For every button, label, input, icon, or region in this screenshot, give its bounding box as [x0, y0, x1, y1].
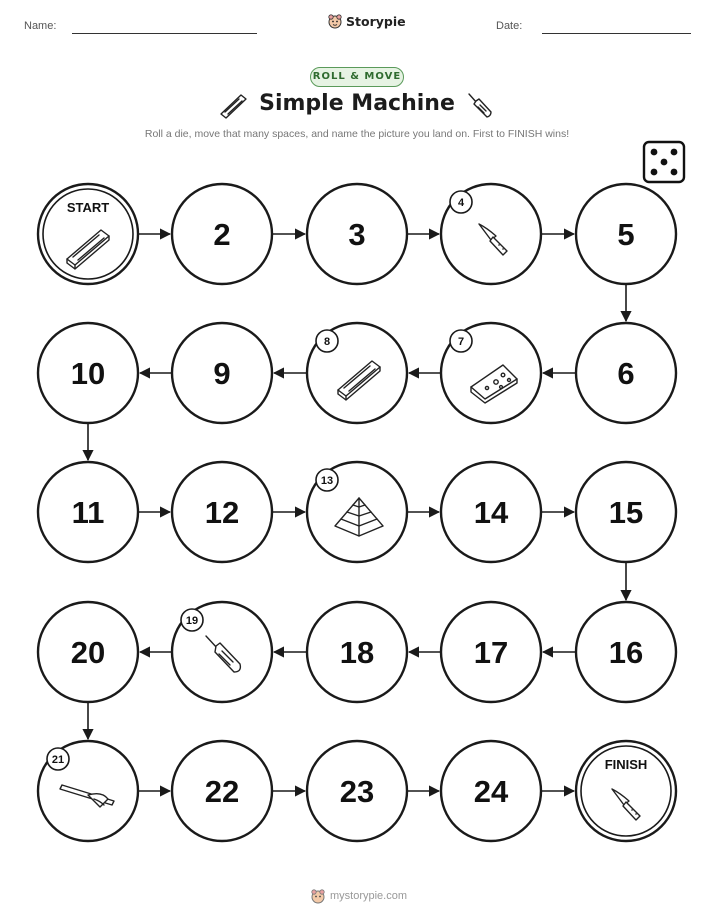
- instructions: Roll a die, move that many spaces, and name the picture you land on. First to FINISH wins!: [144, 128, 570, 140]
- board-space-5: [576, 184, 676, 284]
- board-space-20: [38, 602, 138, 702]
- space-number: 10: [70, 356, 106, 391]
- finish-label: FINISH: [604, 757, 648, 772]
- board-space-17: [441, 602, 541, 702]
- board-space-9: [172, 323, 272, 423]
- brand-name: Storypie: [346, 13, 406, 29]
- name-label: Name:: [24, 20, 57, 32]
- board-space-7: [441, 323, 541, 423]
- game-type-badge: ROLL & MOVE: [310, 67, 404, 87]
- space-number: 21: [51, 754, 65, 766]
- board-space-18: [307, 602, 407, 702]
- board-space-22: [172, 741, 272, 841]
- space-number: 22: [204, 774, 240, 809]
- space-number: 12: [204, 495, 240, 530]
- space-number: 11: [71, 495, 105, 530]
- board-space-19: [172, 602, 272, 702]
- board-space-24: [441, 741, 541, 841]
- space-number: 3: [348, 217, 366, 252]
- board-space-13: [307, 462, 407, 562]
- space-number: 13: [320, 475, 334, 487]
- board-space-3: [307, 184, 407, 284]
- board-space-12: [172, 462, 272, 562]
- board-space-21: [38, 741, 138, 841]
- board-space-23: [307, 741, 407, 841]
- date-label: Date:: [496, 20, 523, 32]
- space-number: 7: [457, 336, 465, 348]
- board-space-2: [172, 184, 272, 284]
- board-space-10: [38, 323, 138, 423]
- board-space-6: [576, 323, 676, 423]
- board-space-4: [441, 184, 541, 284]
- die-icon: [644, 142, 684, 182]
- space-number: 14: [473, 495, 509, 530]
- footer-url: mystorypie.com: [330, 890, 408, 902]
- board-space-15: [576, 462, 676, 562]
- space-number: 6: [617, 356, 635, 391]
- finish-space: [576, 741, 676, 841]
- board-space-14: [441, 462, 541, 562]
- board-space-11: [38, 462, 138, 562]
- page-title: Simple Machine: [259, 91, 455, 116]
- space-number: 19: [185, 615, 199, 627]
- footer: [310, 888, 407, 904]
- space-number: 4: [457, 197, 465, 209]
- space-number: 5: [617, 217, 635, 252]
- start-label: START: [66, 200, 110, 215]
- space-number: 17: [473, 635, 509, 670]
- space-number: 24: [473, 774, 509, 809]
- space-number: 18: [339, 635, 375, 670]
- space-number: 23: [339, 774, 375, 809]
- space-number: 16: [608, 635, 644, 670]
- space-number: 15: [608, 495, 644, 530]
- board-space-16: [576, 602, 676, 702]
- space-number: 20: [70, 635, 106, 670]
- space-number: 2: [213, 217, 231, 252]
- start-space: [38, 184, 138, 284]
- space-number: 8: [323, 336, 331, 348]
- mascot-icon: [310, 888, 326, 904]
- space-number: 9: [213, 356, 231, 391]
- board-space-8: [307, 323, 407, 423]
- space-circle: [576, 741, 676, 841]
- space-circle: [38, 184, 138, 284]
